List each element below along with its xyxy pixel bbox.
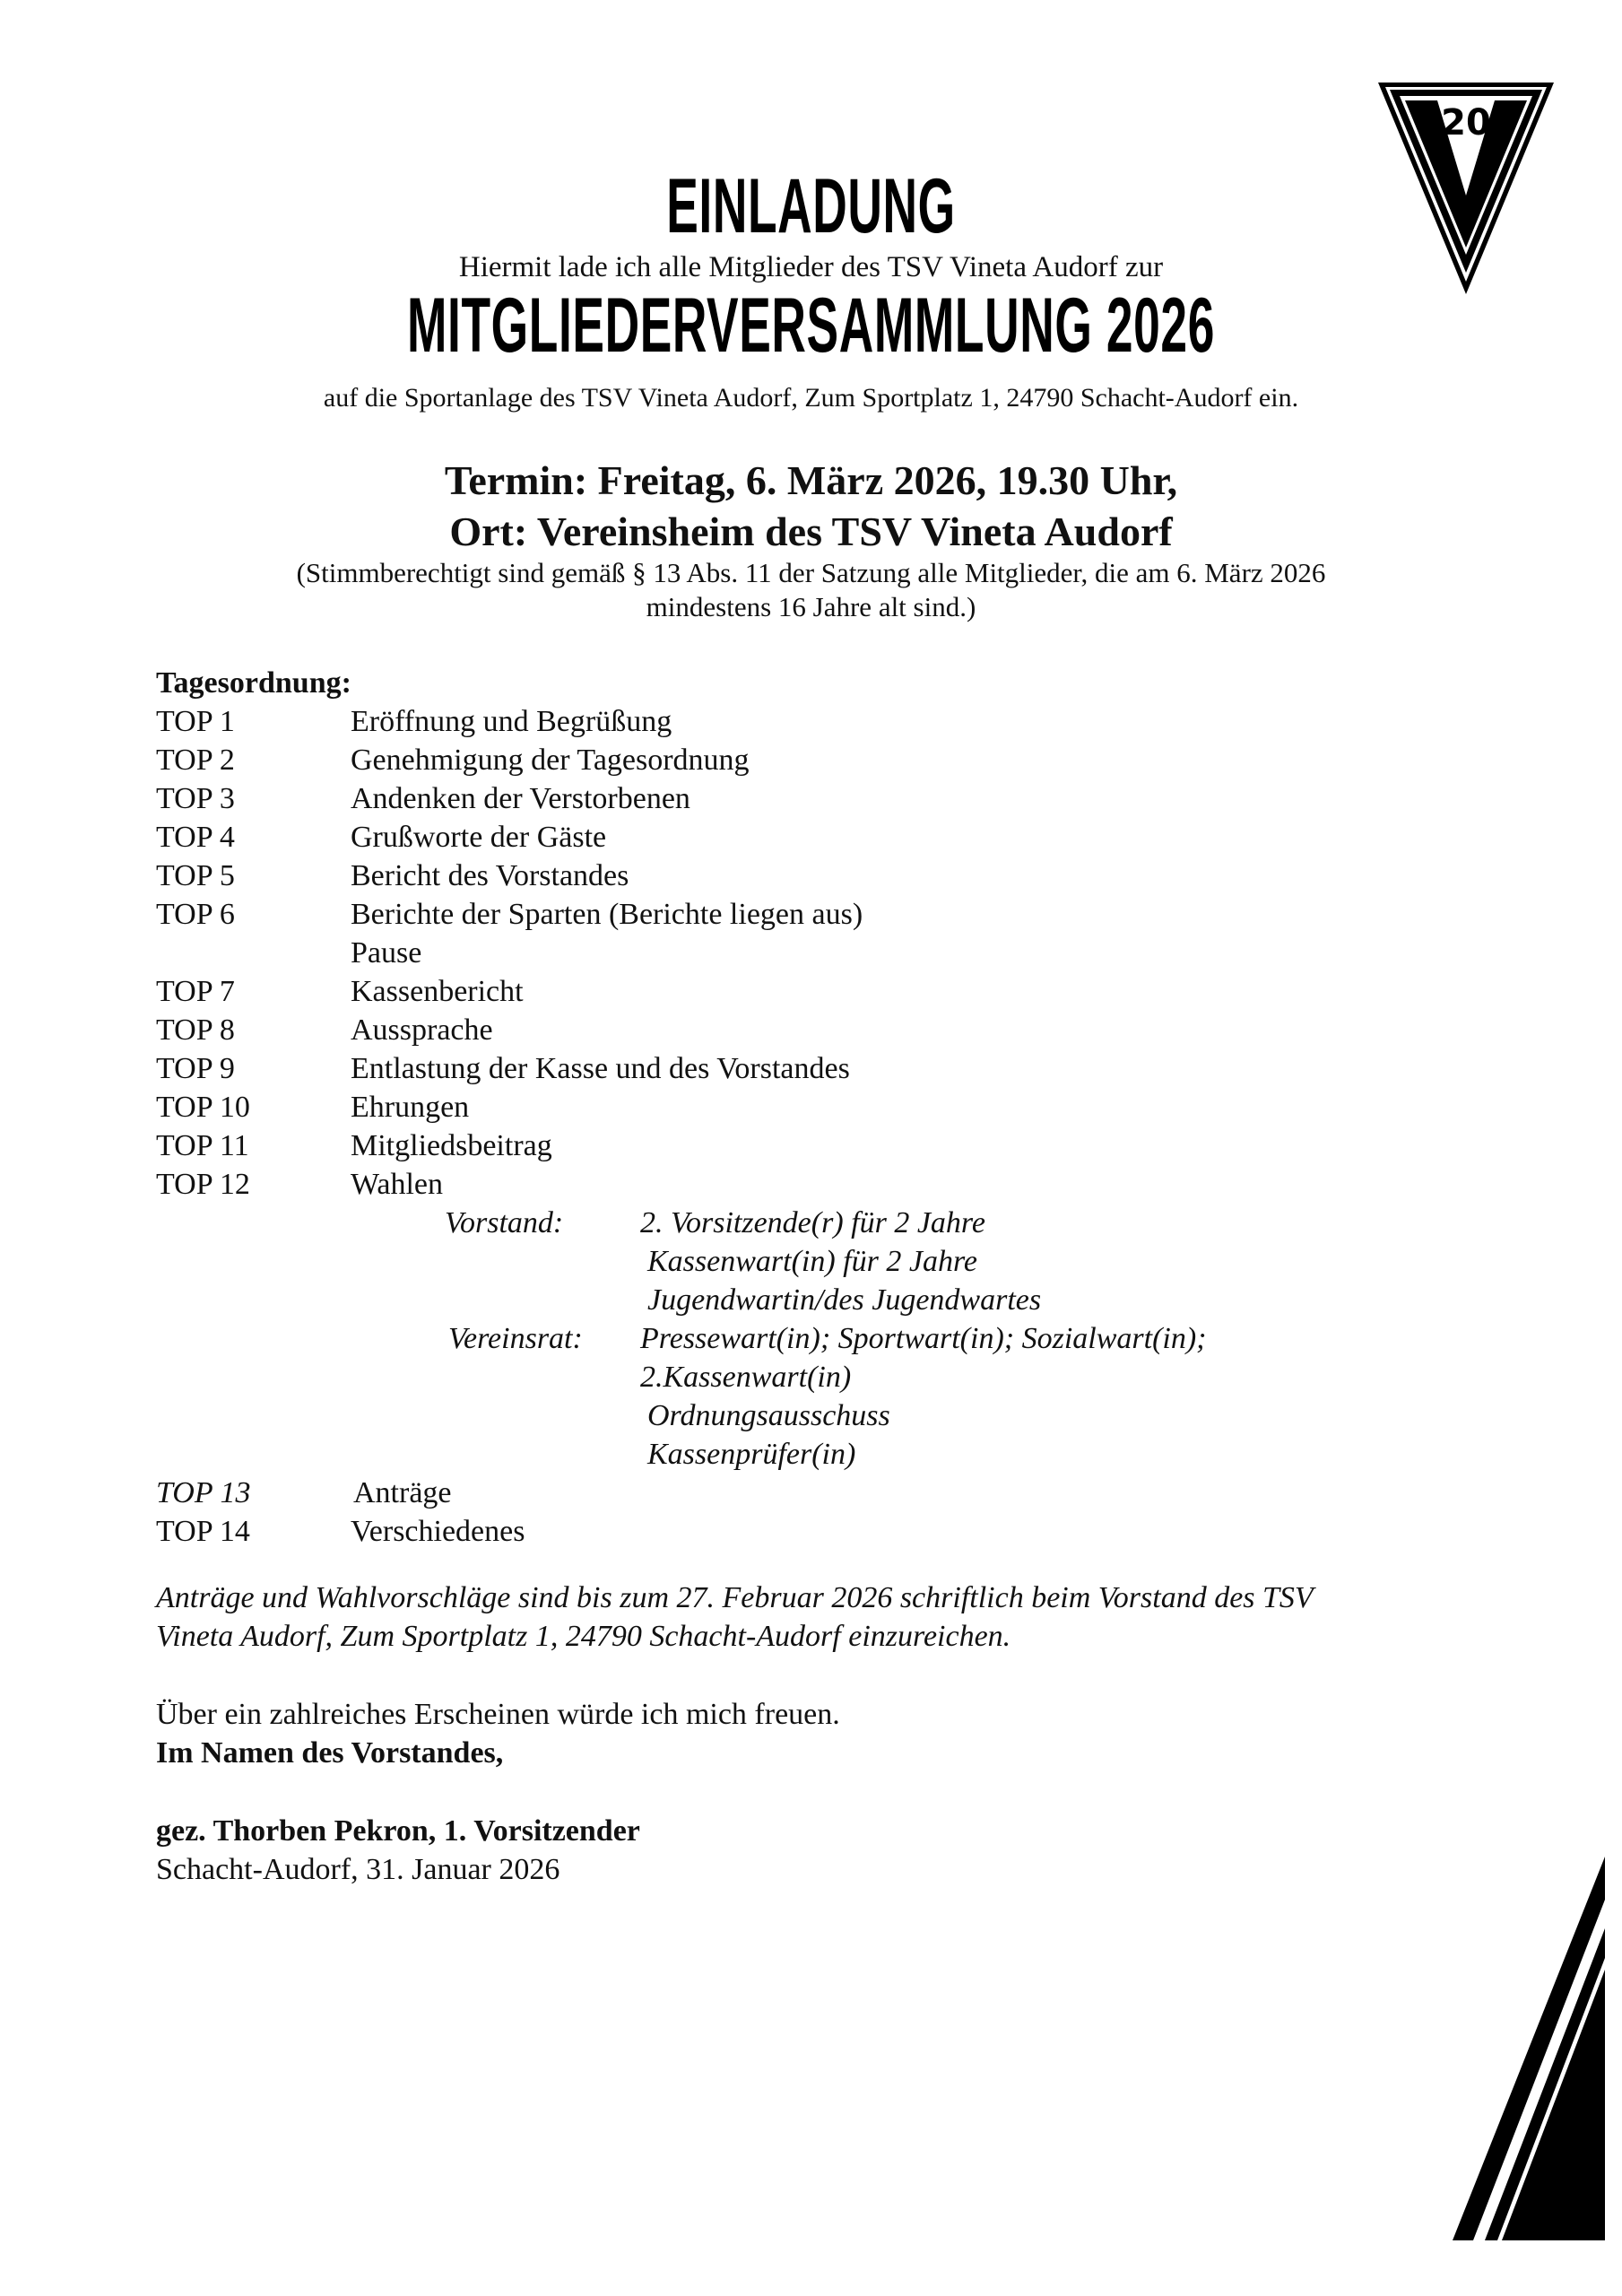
agenda-item-text: Verschiedenes — [351, 1515, 525, 1548]
agenda-item-text: Mitgliedsbeitrag — [351, 1129, 552, 1162]
agenda-item-number: TOP 14 — [156, 1515, 250, 1548]
agenda-item-text: Anträge — [353, 1476, 452, 1509]
agenda-item-number: TOP 2 — [156, 744, 235, 777]
agenda-item-number: TOP 10 — [156, 1091, 250, 1124]
agenda-item — [156, 857, 1411, 895]
agenda-item — [156, 779, 1411, 818]
agenda-item-text: Pause — [351, 936, 422, 970]
agenda-item-text: Andenken der Verstorbenen — [351, 782, 690, 815]
voting-note-line1: (Stimmberechtigt sind gemäß § 13 Abs. 11 der Satzung alle Mitglieder, die am 6. März 2026 — [296, 557, 1326, 588]
election-row — [156, 1319, 1411, 1358]
agenda-item-number: TOP 12 — [156, 1168, 250, 1201]
election-row — [156, 1281, 1411, 1319]
voting-note-line2: mindestens 16 Jahre alt sind.) — [646, 591, 976, 622]
venue-line: auf die Sportanlage des TSV Vineta Audorf, Zum Sportplatz 1, 24790 Schacht-Audorf ein. — [323, 383, 1299, 413]
election-position: 2.Kassenwart(in) — [640, 1361, 852, 1394]
place-date: Schacht-Audorf, 31. Januar 2026 — [156, 1853, 560, 1886]
agenda-item — [156, 702, 1411, 741]
agenda-item — [156, 1011, 1411, 1049]
agenda-item-number: TOP 13 — [156, 1476, 251, 1509]
agenda-item-number: TOP 6 — [156, 898, 235, 931]
agenda-item-number: TOP 3 — [156, 782, 235, 815]
election-position: Kassenwart(in) für 2 Jahre — [647, 1245, 978, 1278]
election-row — [156, 1396, 1411, 1435]
election-category-vereinsrat: Vereinsrat: — [448, 1322, 583, 1355]
election-position: Kassenprüfer(in) — [647, 1438, 856, 1471]
election-position: 2. Vorsitzende(r) für 2 Jahre — [640, 1206, 985, 1239]
agenda-item-number: TOP 5 — [156, 859, 235, 892]
document-title: EINLADUNG — [666, 163, 956, 249]
agenda-pause — [156, 934, 1411, 972]
agenda-item — [156, 895, 1411, 934]
termin-line: Termin: Freitag, 6. März 2026, 19.30 Uhr, — [444, 457, 1178, 503]
agenda-item-number: TOP 1 — [156, 705, 235, 738]
signature: gez. Thorben Pekron, 1. Vorsitzender — [156, 1814, 640, 1848]
corner-stripes-decoration — [1453, 1794, 1622, 2296]
agenda-item — [156, 1165, 1411, 1204]
deadline-text-line1: Anträge und Wahlvorschläge sind bis zum 27. Februar 2026 schriftlich beim Vorstand des TSV — [156, 1581, 1314, 1614]
closing-text: Über ein zahlreiches Erscheinen würde ich mich freuen. — [156, 1698, 840, 1731]
agenda-item — [156, 1049, 1411, 1088]
election-row — [156, 1358, 1411, 1396]
agenda-item — [156, 972, 1411, 1011]
agenda-item-number: TOP 11 — [156, 1129, 249, 1162]
agenda-item-text: Eröffnung und Begrüßung — [351, 705, 672, 738]
agenda-item-text: Bericht des Vorstandes — [351, 859, 629, 892]
agenda-item-text: Entlastung der Kasse und des Vorstandes — [351, 1052, 850, 1085]
agenda-item — [156, 1474, 1411, 1512]
election-position: Jugendwartin/des Jugendwartes — [647, 1283, 1042, 1317]
agenda-item-text: Genehmigung der Tagesordnung — [351, 744, 750, 777]
agenda-item-text: Aussprache — [351, 1013, 493, 1047]
agenda-item-text: Kassenbericht — [351, 975, 524, 1008]
agenda-item-number: TOP 7 — [156, 975, 235, 1008]
election-position: Ordnungsausschuss — [647, 1399, 890, 1432]
election-row — [156, 1435, 1411, 1474]
agenda-item — [156, 1126, 1411, 1165]
ort-line: Ort: Vereinsheim des TSV Vineta Audorf — [449, 509, 1173, 554]
event-title: MITGLIEDERVERSAMMLUNG 2026 — [407, 283, 1215, 369]
agenda-item — [156, 1512, 1411, 1551]
intro-text: Hiermit lade ich alle Mitglieder des TSV Vineta Audorf zur — [458, 251, 1164, 283]
agenda-item — [156, 818, 1411, 857]
agenda-heading: Tagesordnung: — [156, 666, 351, 700]
agenda-item — [156, 1088, 1411, 1126]
deadline-text-line2: Vineta Audorf, Zum Sportplatz 1, 24790 Schacht-Audorf einzureichen. — [156, 1620, 1011, 1653]
agenda — [156, 664, 1411, 1551]
agenda-item-number: TOP 4 — [156, 821, 235, 854]
election-row — [156, 1242, 1411, 1281]
on-behalf-text: Im Namen des Vorstandes, — [156, 1736, 504, 1770]
election-category-vorstand: Vorstand: — [445, 1206, 564, 1239]
agenda-item-number: TOP 8 — [156, 1013, 235, 1047]
election-position: Pressewart(in); Sportwart(in); Sozialwart(in); — [640, 1322, 1207, 1355]
agenda-item-number: TOP 9 — [156, 1052, 235, 1085]
agenda-item-text: Wahlen — [351, 1168, 443, 1201]
election-row — [156, 1204, 1411, 1242]
agenda-item — [156, 741, 1411, 779]
logo-number: 20 — [1441, 102, 1491, 144]
agenda-item-text: Berichte der Sparten (Berichte liegen aus) — [351, 898, 863, 931]
agenda-item-text: Ehrungen — [351, 1091, 470, 1124]
agenda-item-text: Grußworte der Gäste — [351, 821, 607, 854]
